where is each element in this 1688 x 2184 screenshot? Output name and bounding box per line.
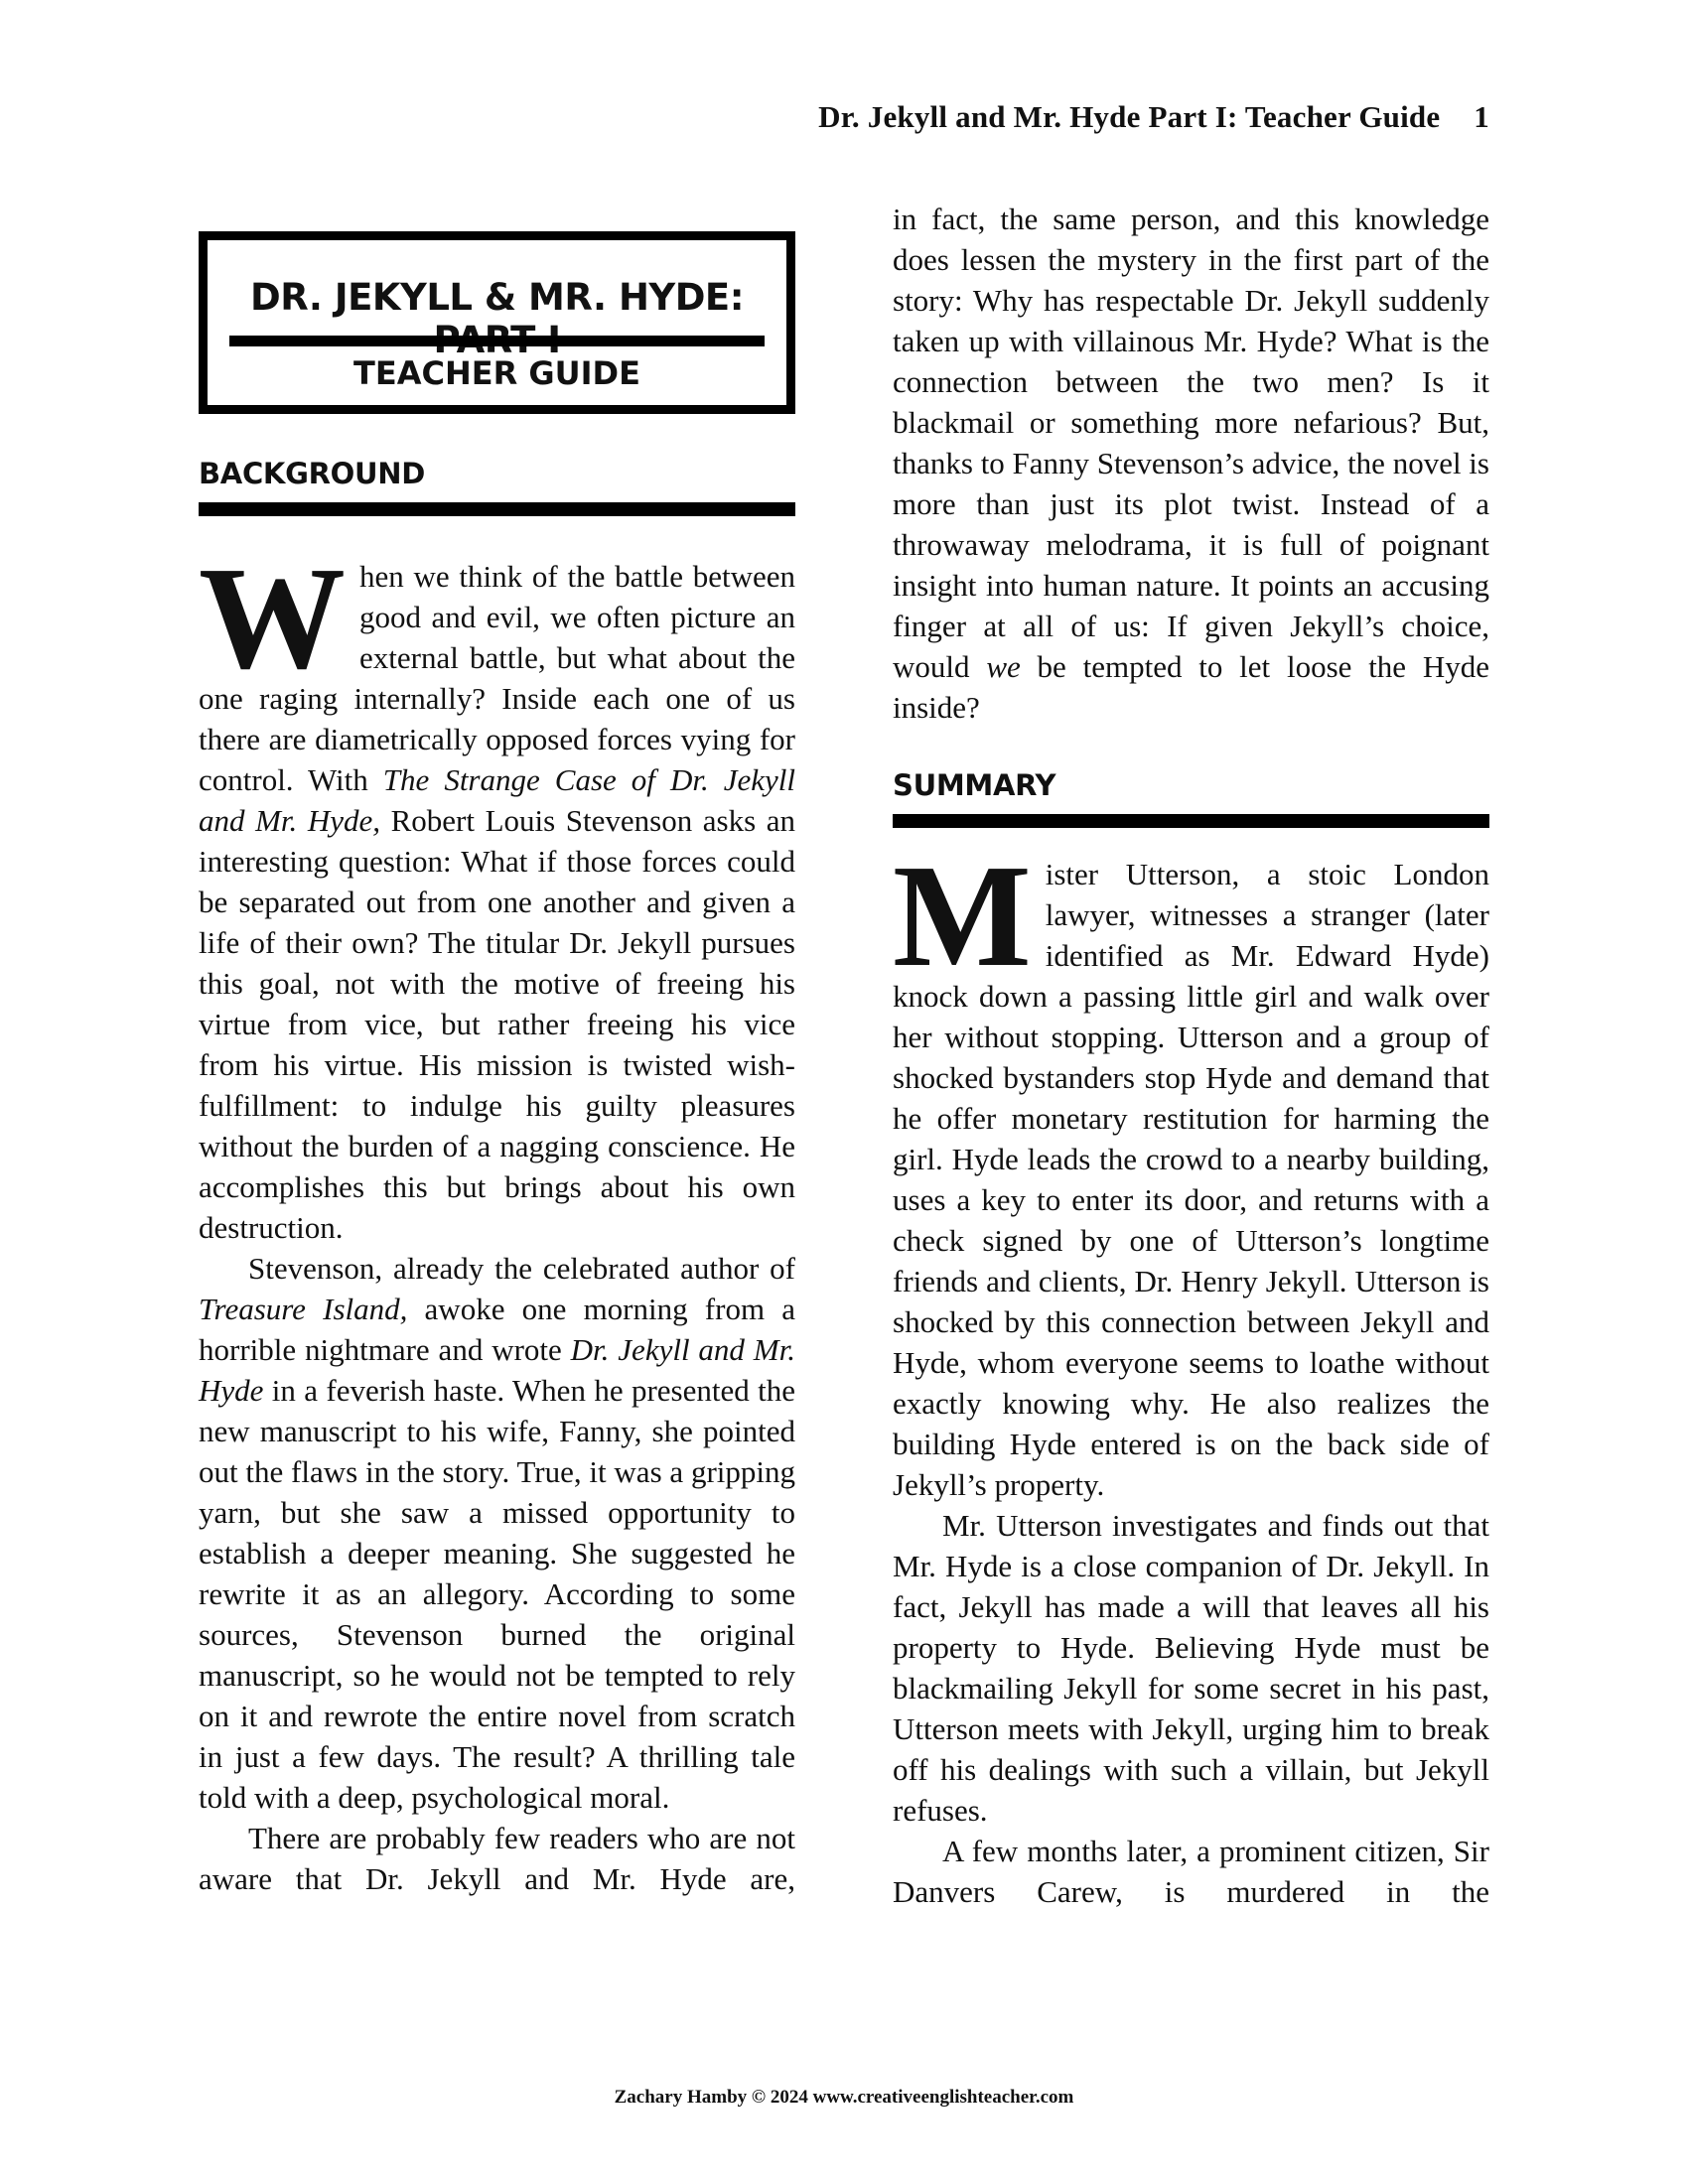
text-run: Stevenson, already the celebrated author of: [248, 1251, 795, 1286]
right-column: [893, 199, 1489, 1912]
text-run: hen we think of the battle between good and evil, we often picture an external battle, but what about the one raging internally? Inside each one of us there are diametrically opposed forces vying for control. With: [199, 559, 795, 797]
title-box: [199, 231, 795, 414]
left-column: [199, 199, 795, 1899]
page-footer: Zachary Hamby © 2024 www.creativeenglishteacher.com: [614, 2087, 1074, 2108]
background-paragraph-1: [199, 537, 796, 1248]
text-run: Robert Louis Stevenson asks an interesting question: What if those forces could be separated out from one another and given a life of their own? The titular Dr. Jekyll pursues this goal, not with the motive of freeing his virtue from vice, but rather freeing his vice from his virtue. His mission is twisted wish-fulfillment: to indulge his guilty pleasures without the burden of a nagging conscience. He accomplishes this but brings about his own destruction.: [199, 803, 796, 1245]
page-number: 1: [1474, 99, 1489, 134]
header-title: Dr. Jekyll and Mr. Hyde Part I: Teacher Guide: [818, 99, 1441, 134]
text-run: be tempted to let loose the Hyde inside?: [893, 649, 1490, 725]
title-divider: [229, 336, 765, 346]
summary-rule: [893, 814, 1489, 828]
document-subtitle: TEACHER GUIDE: [353, 354, 640, 392]
background-paragraph-3: There are probably few readers who are not aware that Dr. Jekyll and Mr. Hyde are,: [199, 1821, 795, 1896]
background-section: [199, 457, 796, 1899]
background-rule: [199, 502, 795, 516]
background-paragraph-2: [199, 1248, 795, 1818]
background-heading: BACKGROUND: [199, 457, 425, 490]
summary-paragraph-2: Mr. Utterson investigates and finds out that Mr. Hyde is a close companion of Dr. Jekyll. In fact, Jekyll has made a will that leaves all his property to Hyde. Believing Hyde must be blackmailing Jekyll for some secret in his past, Utterson meets with Jekyll, urging him to break off his dealings with such a villain, but Jekyll refuses.: [893, 1508, 1489, 1828]
running-header: [818, 99, 1489, 135]
dropcap-m: M: [893, 835, 1032, 998]
italic-title: Treasure Island,: [199, 1292, 408, 1326]
summary-paragraph-3: A few months later, a prominent citizen, Sir Danvers Carew, is murdered in the: [893, 1834, 1489, 1909]
background-paragraph-3-continued: [893, 199, 1489, 728]
text-run: ister Utterson, a stoic London lawyer, witnesses a stranger (later identified as Mr. Edward Hyde) knock down a passing little girl and walk over her without stopping. Utterson and a group of shocked bystanders stop Hyde and demand that he offer monetary restitution for harming the girl. Hyde leads the crowd to a nearby building, uses a key to enter its door, and returns with a check signed by one of Utterson’s longtime friends and clients, Dr. Henry Jekyll. Utterson is shocked by this connection between Jekyll and Hyde, whom everyone seems to loathe without exactly knowing why. He also realizes the building Hyde entered is on the back side of Jekyll’s property.: [893, 857, 1489, 1502]
text-run: awoke one morning from a horrible nightmare and wrote: [199, 1292, 795, 1367]
text-run: in a feverish haste. When he presented the new manuscript to his wife, Fanny, she pointed out the flaws in the story. True, it was a gripping yarn, but she saw a missed opportunity to establish a deeper meaning. She suggested he rewrite it as an allegory. According to some sources, Stevenson burned the original manuscript, so he would not be tempted to rely on it and rewrote the entire novel from scratch in just a few days. The result? A thrilling tale told with a deep, psychological moral.: [199, 1373, 795, 1815]
summary-heading: SUMMARY: [893, 768, 1056, 802]
text-run: in fact, the same person, and this knowledge does lessen the mystery in the first part of the story: Why has respectable Dr. Jekyll suddenly taken up with villainous Mr. Hyde? What is the connection between the two men? Is it blackmail or something more nefarious? But, thanks to Fanny Stevenson’s advice, the novel is more than just its plot twist. Instead of a throwaway melodrama, it is full of poignant insight into human nature. It points an accusing finger at all of us: If given Jekyll’s choice, would: [893, 202, 1489, 684]
document-title: DR. JEKYLL & MR. HYDE:: [250, 276, 744, 319]
italic-title: The Strange Case of Dr. Jekyll and Mr. Hyde,: [199, 762, 795, 838]
summary-section: [893, 768, 1489, 1912]
italic-title: Dr. Jekyll and Mr. Hyde: [199, 1332, 796, 1408]
dropcap-w: W: [199, 537, 346, 700]
italic-word: we: [986, 649, 1021, 684]
summary-paragraph-1: [893, 835, 1489, 1505]
